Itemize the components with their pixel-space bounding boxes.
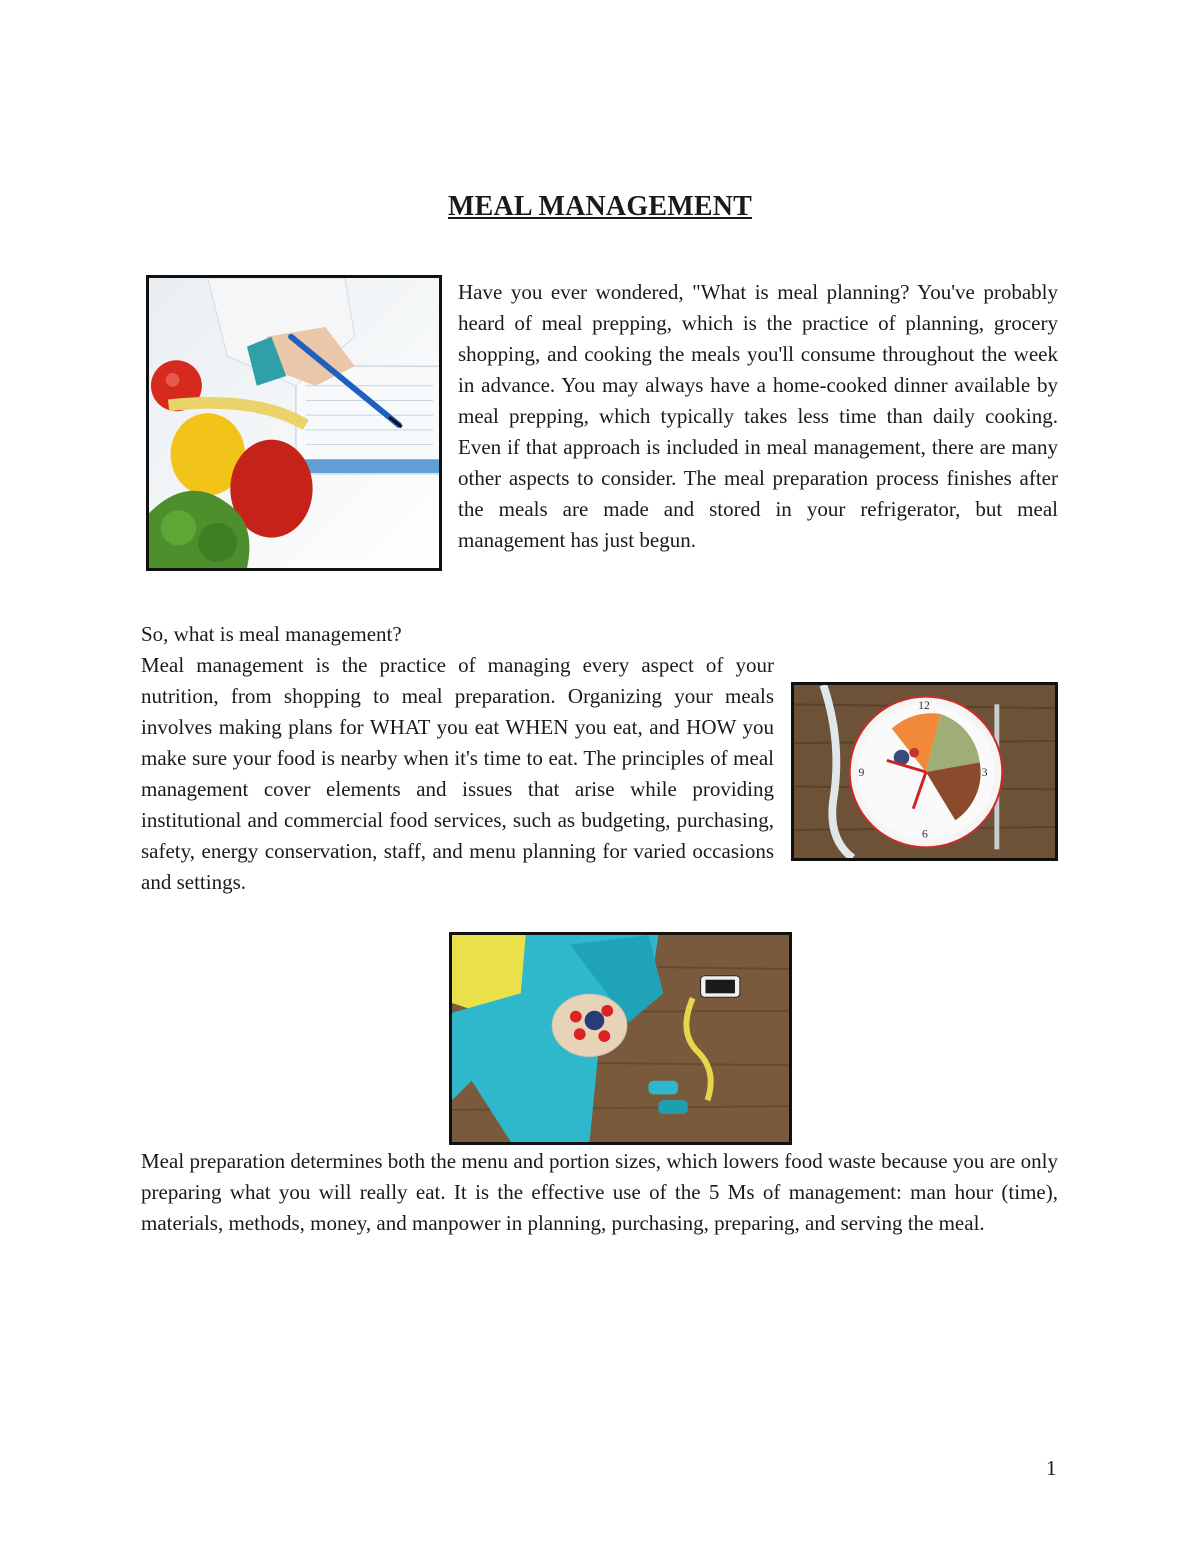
clock-numeral-9: 9	[858, 765, 865, 779]
fruit-bowl-workout-photo	[449, 932, 792, 1145]
page-number: 1	[1046, 1456, 1057, 1480]
clock-numeral-12: 12	[918, 699, 930, 713]
question-heading: So, what is meal management?	[141, 622, 402, 646]
clock-numeral-3: 3	[981, 765, 988, 779]
definition-block	[141, 619, 774, 898]
page-title: MEAL MANAGEMENT	[448, 190, 752, 222]
intro-paragraph: Have you ever wondered, "What is meal planning? You've probably heard of meal prepping, which is the practice of planning, grocery shopping, and cooking the meals you'll consume throughout the week in advance. You may always have a home-cooked dinner available by meal prepping, which typically takes less time than daily cooking. Even if that approach is included in meal management, there are many other aspects to consider. The meal preparation process finishes after the meals are made and stored in your refrigerator, but meal management has just begun.	[458, 280, 1058, 552]
definition-paragraph: Meal management is the practice of managing every aspect of your nutrition, from shopping to meal preparation. Organizing your meals involves making plans for WHAT you eat WHEN you eat, and HOW you make sure your food is nearby when it's time to eat. The principles of meal management cover elements and issues that arise while providing institutional and commercial food services, such as budgeting, purchasing, safety, energy conservation, staff, and menu planning for varied occasions and settings.	[141, 653, 774, 894]
dietitian-writing-photo	[146, 275, 442, 571]
clock-plate-photo	[791, 682, 1058, 861]
clock-numeral-6: 6	[922, 827, 928, 841]
closing-paragraph: Meal preparation determines both the menu and portion sizes, which lowers food waste because you are only preparing what you will really eat. It is the effective use of the 5 Ms of management: man hour (time), materials, methods, money, and manpower in planning, purchasing, preparing, and serving the meal.	[141, 1149, 1058, 1235]
